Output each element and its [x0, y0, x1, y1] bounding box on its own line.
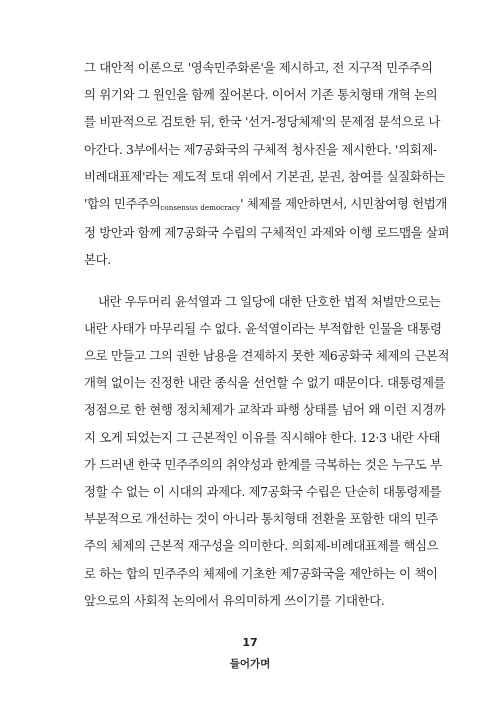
- consensus-continuation: ' 체제를 제안하면서, 시민참여형 헌법개: [240, 196, 447, 212]
- paragraph-line: 정할 수 없는 이 시대의 과제다. 제7공화국 수립은 단순히 대통령제를: [84, 484, 442, 500]
- paragraph-2: [84, 288, 450, 614]
- paragraph-line: 가 드러낸 한국 민주주의의 취약성과 한계를 극복하는 것은 누구도 부: [84, 456, 442, 472]
- paragraph-line: 정점으로 한 현행 정치체제가 교착과 파행 상태를 넘어 왜 이런 지경까: [84, 402, 446, 418]
- paragraph-line: 내란 사태가 마무리될 수 없다. 윤석열이라는 부적합한 인물을 대통령: [84, 320, 442, 336]
- paragraph-line-with-annotation: [84, 190, 447, 219]
- paragraph-line: 본다.: [84, 252, 111, 268]
- paragraph-line: 를 비판적으로 검토한 뒤, 한국 '선거-정당체제'의 문제점 분석으로 나: [84, 114, 440, 130]
- paragraph-line: 로 하는 합의 민주주의 체제에 기초한 제7공화국을 제안하는 이 책이: [84, 565, 438, 581]
- page-body: [84, 54, 450, 614]
- paragraph-line: 지 오게 되었는지 그 근본적인 이유를 직시해야 한다. 12·3 내란 사태: [84, 429, 441, 445]
- paragraph-line: 주의 체제의 근본적 재구성을 의미한다. 의회제-비례대표제를 핵심으: [84, 538, 439, 554]
- paragraph-line: 으로 만들고 그의 권한 남용을 견제하지 못한 제6공화국 체제의 근본적: [84, 348, 450, 364]
- paragraph-line: 부분적으로 개선하는 것이 아니라 통치형태 전환을 포함한 대의 민주: [84, 511, 439, 527]
- consensus-term: '합의 민주주의: [84, 196, 161, 212]
- page-number: 17: [242, 636, 258, 649]
- paragraph-line: 앞으로의 사회적 논의에서 유의미하게 쓰이기를 기대한다.: [84, 592, 385, 608]
- section-label: 들어가며: [229, 658, 271, 670]
- paragraph-1: [84, 54, 450, 274]
- paragraph-line: 의 위기와 그 원인을 함께 짚어본다. 이어서 기존 통치형태 개혁 논의: [84, 87, 438, 103]
- paragraph-line: 그 대안적 이론으로 '영속민주화론'을 제시하고, 전 지구적 민주주의: [84, 60, 433, 75]
- paragraph-line: 아간다. 3부에서는 제7공화국의 구체적 청사진을 제시한다. '의회제-: [84, 141, 437, 157]
- paragraph-line: 개혁 없이는 진정한 내란 종식을 선언할 수 없기 때문이다. 대통령제를: [84, 375, 446, 391]
- paragraph-line: 비례대표제'라는 제도적 토대 위에서 기본권, 분권, 참여를 실질화하는: [84, 168, 445, 184]
- paragraph-line: 정 방안과 함께 제7공화국 수립의 구체적인 과제와 이행 로드맵을 살펴: [84, 225, 450, 241]
- consensus-annotation: consensus democracy: [160, 203, 241, 213]
- paragraph-line: 내란 우두머리 윤석열과 그 일당에 대한 단호한 법적 처벌만으로는: [98, 293, 441, 309]
